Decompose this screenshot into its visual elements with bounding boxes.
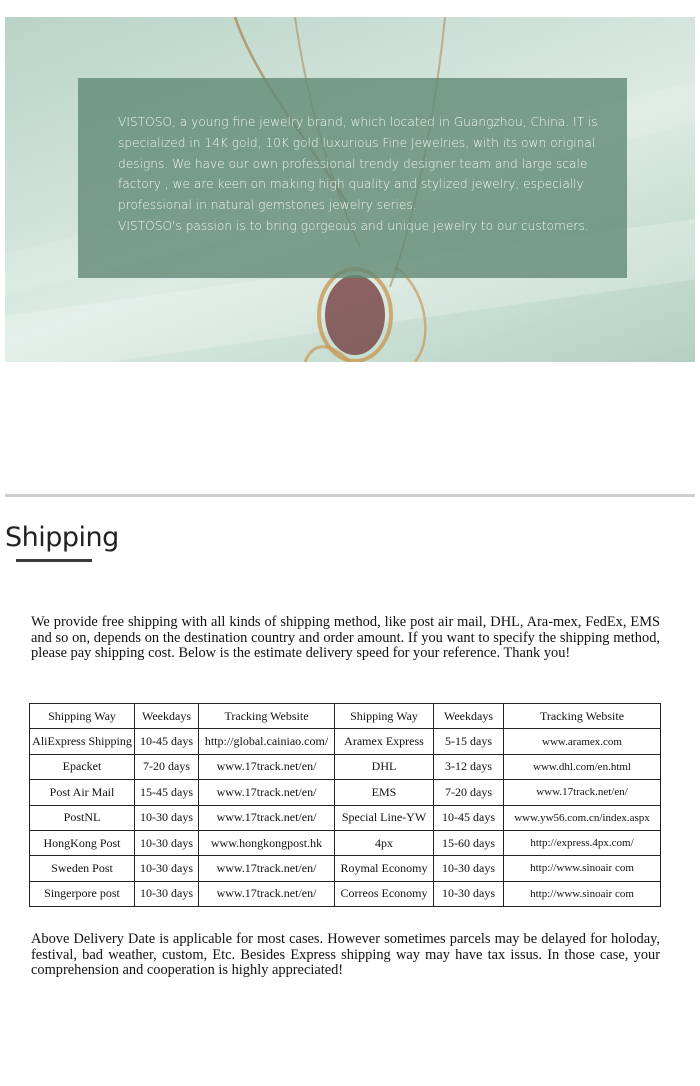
brand-intro-text (118, 112, 603, 237)
shipping-way-cell: Singerpore post (30, 881, 135, 906)
weekdays-cell: 7-20 days (135, 754, 199, 779)
weekdays-cell: 15-60 days (434, 830, 504, 855)
weekdays-cell: 10-30 days (135, 881, 199, 906)
shipping-way-cell: EMS (335, 780, 434, 805)
brand-banner (5, 17, 695, 362)
tracking-website-cell: http://global.cainiao.com/ (199, 729, 335, 754)
tracking-website-cell: http://express.4px.com/ (504, 830, 661, 855)
table-header-row (30, 704, 661, 729)
weekdays-cell: 10-30 days (434, 881, 504, 906)
shipping-intro-text: We provide free shipping with all kinds of shipping method, like post air mail, DHL, Ara-mex, FedEx, EMS and so on, depends on the destination country and order amount. If you want to specify the shipping method, please pay shipping cost. Below is the estimate delivery speed for your reference. Thank you! (31, 614, 660, 662)
shipping-way-cell: Special Line-YW (335, 805, 434, 830)
section-title: Shipping (5, 522, 119, 553)
table-row (30, 780, 661, 805)
tracking-website-cell: http://www.sinoair com (504, 856, 661, 881)
header-shipping-way: Shipping Way (30, 704, 135, 729)
weekdays-cell: 7-20 days (434, 780, 504, 805)
tracking-website-cell: www.17track.net/en/ (199, 805, 335, 830)
weekdays-cell: 5-15 days (434, 729, 504, 754)
shipping-way-cell: HongKong Post (30, 830, 135, 855)
shipping-way-cell: Post Air Mail (30, 780, 135, 805)
brand-intro-paragraph: VISTOSO, a young fine jewelry brand, which located in Guangzhou, China. IT is specialized in 14K gold, 10K gold luxurious Fine Jewelries, with its own original designs. We have our own professional trendy designer team and large scale factory , we are keen on making high quality and stylized jewelry, especially professional in natural gemstones jewelry series. (118, 115, 598, 213)
tracking-website-cell: www.17track.net/en/ (504, 780, 661, 805)
tracking-website-cell: http://www.sinoair com (504, 881, 661, 906)
tracking-website-cell: www.17track.net/en/ (199, 856, 335, 881)
weekdays-cell: 10-30 days (434, 856, 504, 881)
weekdays-cell: 10-30 days (135, 830, 199, 855)
shipping-way-cell: Epacket (30, 754, 135, 779)
shipping-way-cell: DHL (335, 754, 434, 779)
shipping-way-cell: Aramex Express (335, 729, 434, 754)
section-divider (5, 494, 695, 497)
table-row (30, 830, 661, 855)
weekdays-cell: 3-12 days (434, 754, 504, 779)
tracking-website-cell: www.17track.net/en/ (199, 780, 335, 805)
shipping-note-text: Above Delivery Date is applicable for most cases. However sometimes parcels may be delayed for holoday, festival, bad weather, custom, Etc. Besides Express shipping way may have tax issus. In those case, your comprehension and cooperation is highly appreciated! (31, 931, 660, 979)
tracking-website-cell: www.dhl.com/en.html (504, 754, 661, 779)
tracking-website-cell: www.17track.net/en/ (199, 754, 335, 779)
header-tracking-website: Tracking Website (199, 704, 335, 729)
shipping-way-cell: 4px (335, 830, 434, 855)
tracking-website-cell: www.aramex.com (504, 729, 661, 754)
shipping-table (29, 703, 661, 907)
table-row (30, 729, 661, 754)
shipping-way-cell: Sweden Post (30, 856, 135, 881)
table-row (30, 805, 661, 830)
weekdays-cell: 10-45 days (135, 729, 199, 754)
section-title-underline (16, 559, 92, 562)
shipping-way-cell: Correos Economy (335, 881, 434, 906)
tracking-website-cell: www.yw56.com.cn/index.aspx (504, 805, 661, 830)
shipping-way-cell: Roymal Economy (335, 856, 434, 881)
shipping-way-cell: PostNL (30, 805, 135, 830)
brand-intro-panel (78, 78, 627, 278)
weekdays-cell: 15-45 days (135, 780, 199, 805)
table-row (30, 856, 661, 881)
table-row (30, 881, 661, 906)
table-row (30, 754, 661, 779)
tracking-website-cell: www.hongkongpost.hk (199, 830, 335, 855)
header-weekdays: Weekdays (434, 704, 504, 729)
weekdays-cell: 10-30 days (135, 805, 199, 830)
weekdays-cell: 10-30 days (135, 856, 199, 881)
shipping-way-cell: AliExpress Shipping (30, 729, 135, 754)
tracking-website-cell: www.17track.net/en/ (199, 881, 335, 906)
header-weekdays: Weekdays (135, 704, 199, 729)
header-tracking-website: Tracking Website (504, 704, 661, 729)
brand-passion-paragraph: VISTOSO's passion is to bring gorgeous and unique jewelry to our customers. (118, 218, 589, 233)
header-shipping-way: Shipping Way (335, 704, 434, 729)
weekdays-cell: 10-45 days (434, 805, 504, 830)
